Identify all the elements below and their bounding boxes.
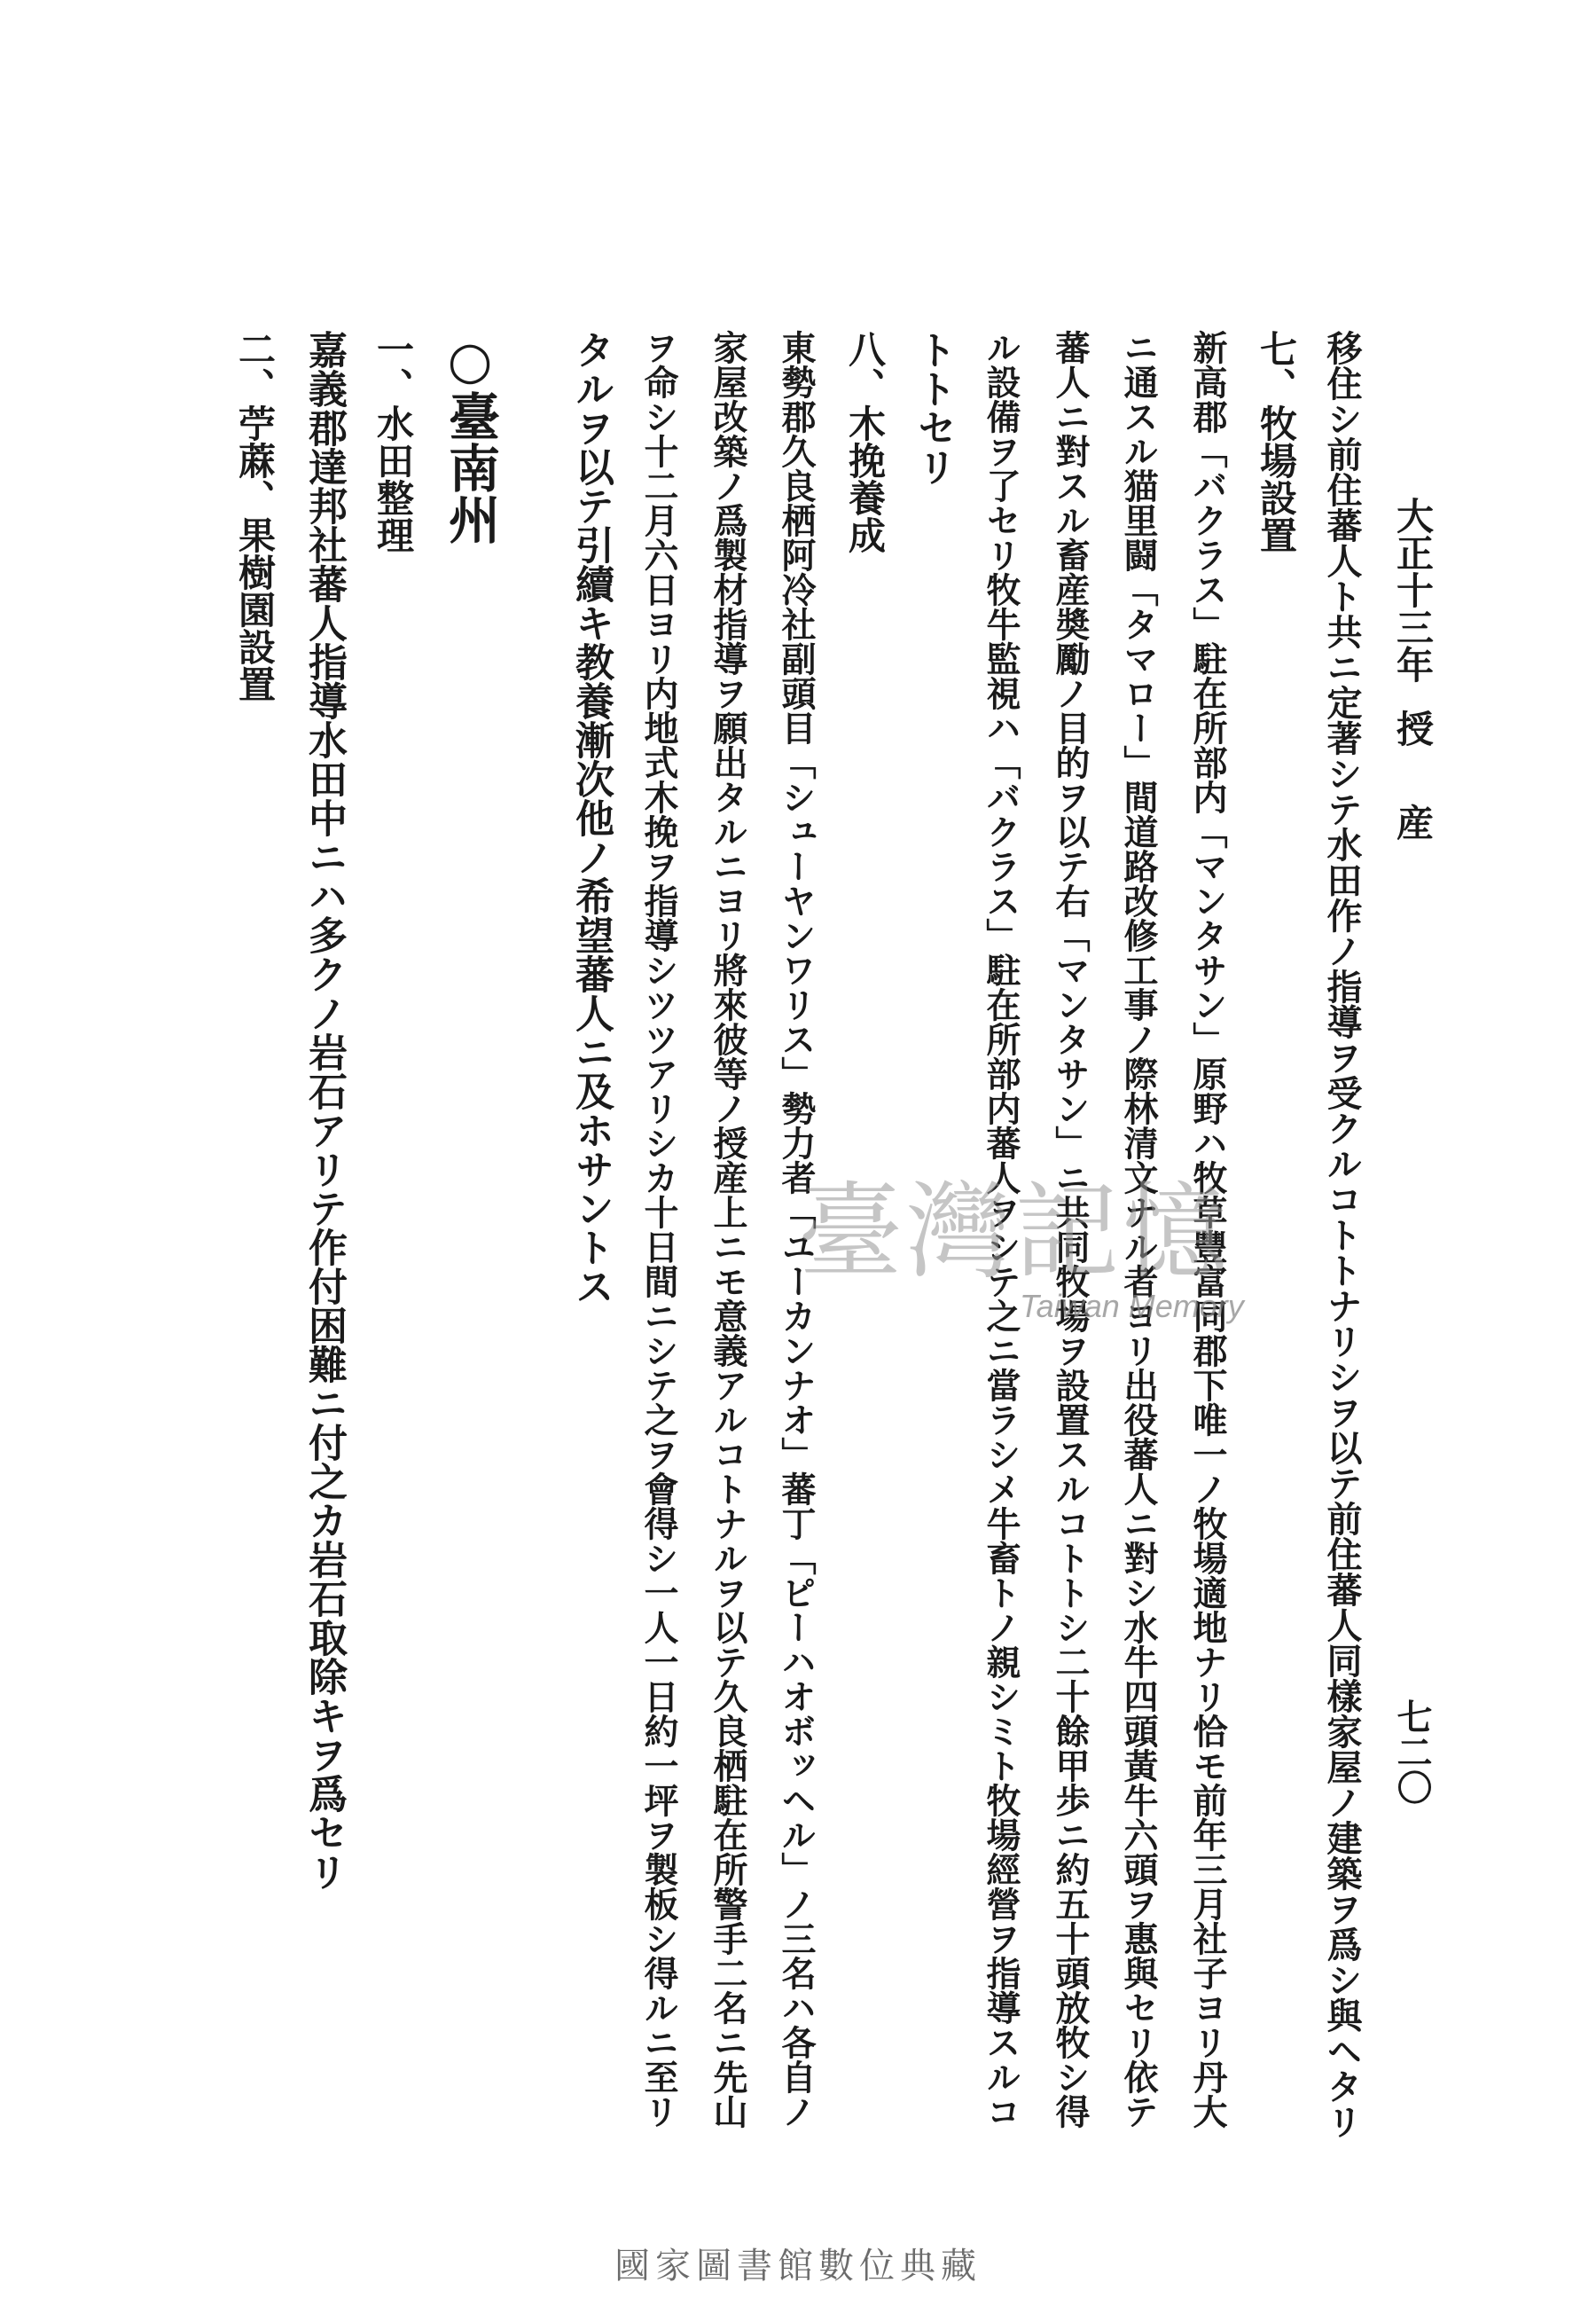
- prefecture-heading: ○臺南州: [440, 330, 500, 545]
- running-header-section: 授産: [1391, 710, 1435, 898]
- footer-credit: 國家圖書館數位典藏: [614, 2246, 982, 2286]
- body-line-4: ニ通スル猫里闘「タマロー」間道路改修工事ノ際林清文ナル者ヨリ出役蕃人ニ對シ水牛四頭黃牛六頭ヲ惠與セリ依テ: [1118, 330, 1159, 2129]
- section-heading-sawyer: 八、木挽養成: [843, 330, 887, 553]
- body-line-6: ル設備ヲ了セリ牧牛監視ハ「バクラス」駐在所部内蕃人ヲシテ之ニ當ラシメ牛畜トノ親シミト牧場經營ヲ指導スルコ: [981, 330, 1021, 2129]
- watermark-subtitle: Taiwan Memory: [1020, 1288, 1244, 1324]
- watermark-logo: 臺灣記憶: [798, 1171, 1232, 1293]
- body-line-15: 嘉義郡達邦社蕃人指導水田中ニハ多クノ岩石アリテ作付困難ニ付之カ岩石取除キヲ爲セリ: [301, 330, 347, 1891]
- section-heading-ranch: 七、牧場設置: [1255, 330, 1298, 553]
- page-number: 七二〇: [1391, 1698, 1433, 1805]
- section-heading-orchard: 二、苧蔴、果樹園設置: [233, 330, 277, 702]
- body-line-7: トトセリ: [911, 330, 956, 486]
- body-line-12: タルヲ以テ引續キ教養漸次他ノ希望蕃人ニ及ホサントス: [568, 330, 614, 1306]
- running-header-title: 大正十三年: [1391, 497, 1435, 683]
- body-line-10: 家屋改築ノ爲製材指導ヲ願出タルニヨリ將來彼等ノ授産上ニモ意義アルコトナルヲ以テ久良栖駐在所警手二名ニ先山: [708, 330, 748, 2129]
- body-line-1: 移住シ前住蕃人ト共ニ定著シテ水田作ノ指導ヲ受クルコトトナリシヲ以テ前住蕃人同樣家屋ノ建築ヲ爲シ與ヘタリ: [1321, 330, 1363, 2139]
- section-heading-paddy: 一、水田整理: [372, 330, 415, 553]
- body-line-9: 東勢郡久良栖阿冷社副頭目「シューヤンワリス」勢力者「ユーカンナオ」蕃丁「ピーハオボッヘル」ノ三名ハ各自ノ: [776, 330, 817, 2129]
- body-line-5: 蕃人ニ對スル畜産奬勵ノ目的ヲ以テ右「マンタサン」ニ共同牧場ヲ設置スルコトトシ二十餘甲歩ニ約五十頭放牧シ得: [1050, 330, 1091, 2129]
- body-line-11: ヲ命シ十二月六日ヨリ内地式木挽ヲ指導シツツアリシカ十日間ニシテ之ヲ會得シ一人一日約一坪ヲ製板シ得ルニ至リ: [638, 330, 679, 2129]
- body-line-3: 新高郡「バクラス」駐在所部内「マンタサン」原野ハ牧草豐富同郡下唯一ノ牧場適地ナリ恰モ前年三月社子ヨリ丹大: [1187, 330, 1228, 2129]
